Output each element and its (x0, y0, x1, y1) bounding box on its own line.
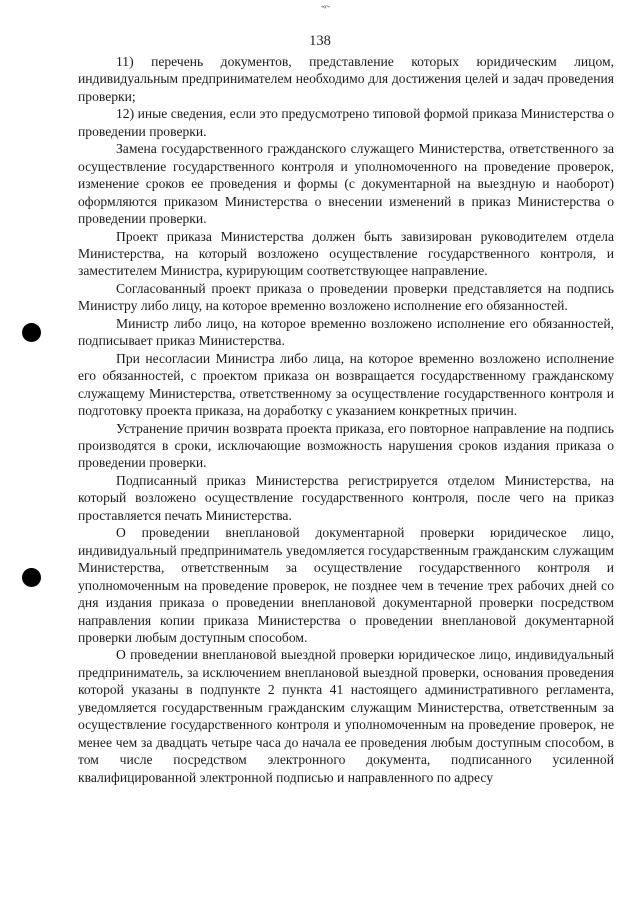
paragraph-onsite-notice: О проведении внеплановой выездной проверки юридическое лицо, индивидуальный предприниматель, за исключением внеплановой выездной проверки, основания проведения которой указаны в подпункте 2 пункта 41 настоящего административного регламента, уведомляется государственным гражданским служащим Министерства, ответственным за осуществление государственного контроля и уполномоченным на проведение проверок, не менее чем за двадцать четыре часа до начала ее проведения любым доступным способом, в том числе посредством электронного документа, подписанного усиленной квалифицированной электронной подписью и направленного по адресу (78, 647, 614, 785)
paragraph-documentary-notice: О проведении внеплановой документарной проверки юридическое лицо, индивидуальный предприниматель уведомляется государственным гражданским служащим Министерства, ответственным за осуществление государственного контроля и уполномоченным на проведение проверок, не позднее чем в течение трех рабочих дней со дня издания приказа о проведении внеплановой документарной проверки посредством направления копии приказа Министерства о проведении внеплановой документарной проверки любым доступным способом. (78, 525, 614, 645)
paragraph-draft-approval: Проект приказа Министерства должен быть завизирован руководителем отдела Министерства, на который возложено осуществление государственного контроля, и заместителем Министра, курирующим соответствующее направление. (78, 228, 614, 279)
page-number: 138 (309, 33, 331, 49)
paragraph-registration: Подписанный приказ Министерства регистрируется отделом Министерства, на который возложено осуществление государственного контроля, после чего на приказ проставляется печать Министерства. (78, 472, 614, 523)
punch-hole-bottom (22, 568, 41, 587)
document-body (78, 53, 614, 786)
paragraph-item-11: 11) перечень документов, представление которых юридическим лицом, индивидуальным предпринимателем необходимо для достижения целей и задач проведения проверки; (78, 54, 614, 104)
punch-hole-top (22, 323, 41, 342)
paragraph-resubmission: Устранение причин возврата проекта приказа, его повторное направление на подпись производятся в сроки, исключающие возможность нарушения сроков издания приказа о проведении проверки. (78, 420, 614, 471)
paragraph-disagreement: При несогласии Министра либо лица, на которое временно возложено исполнение его обязанностей, с проектом приказа он возвращается государственному гражданскому служащему Министерства, ответственному за осуществление государственного контроля и подготовку проекта приказа, на доработку с указанием конкретных причин. (78, 350, 614, 419)
paragraph-submission: Согласованный проект приказа о проведении проверки представляется на подпись Министру либо лицу, на которое временно возложено исполнение его обязанностей. (78, 280, 614, 314)
paragraph-replacement: Замена государственного гражданского служащего Министерства, ответственного за осуществление государственного контроля и уполномоченного на проведение проверок, изменение сроков ее проведения и формы (с документарной на выездную и наоборот) оформляются приказом Министерства о внесении изменений в приказ Министерства о проведении проверки. (78, 141, 614, 227)
paragraph-item-12: 12) иные сведения, если это предусмотрено типовой формой приказа Министерства о проведении проверки. (78, 106, 614, 139)
scan-mark: -‹‹·- (321, 2, 330, 11)
paragraph-signing: Министр либо лицо, на которое временно возложено исполнение его обязанностей, подписывает приказ Министерства. (78, 315, 614, 349)
